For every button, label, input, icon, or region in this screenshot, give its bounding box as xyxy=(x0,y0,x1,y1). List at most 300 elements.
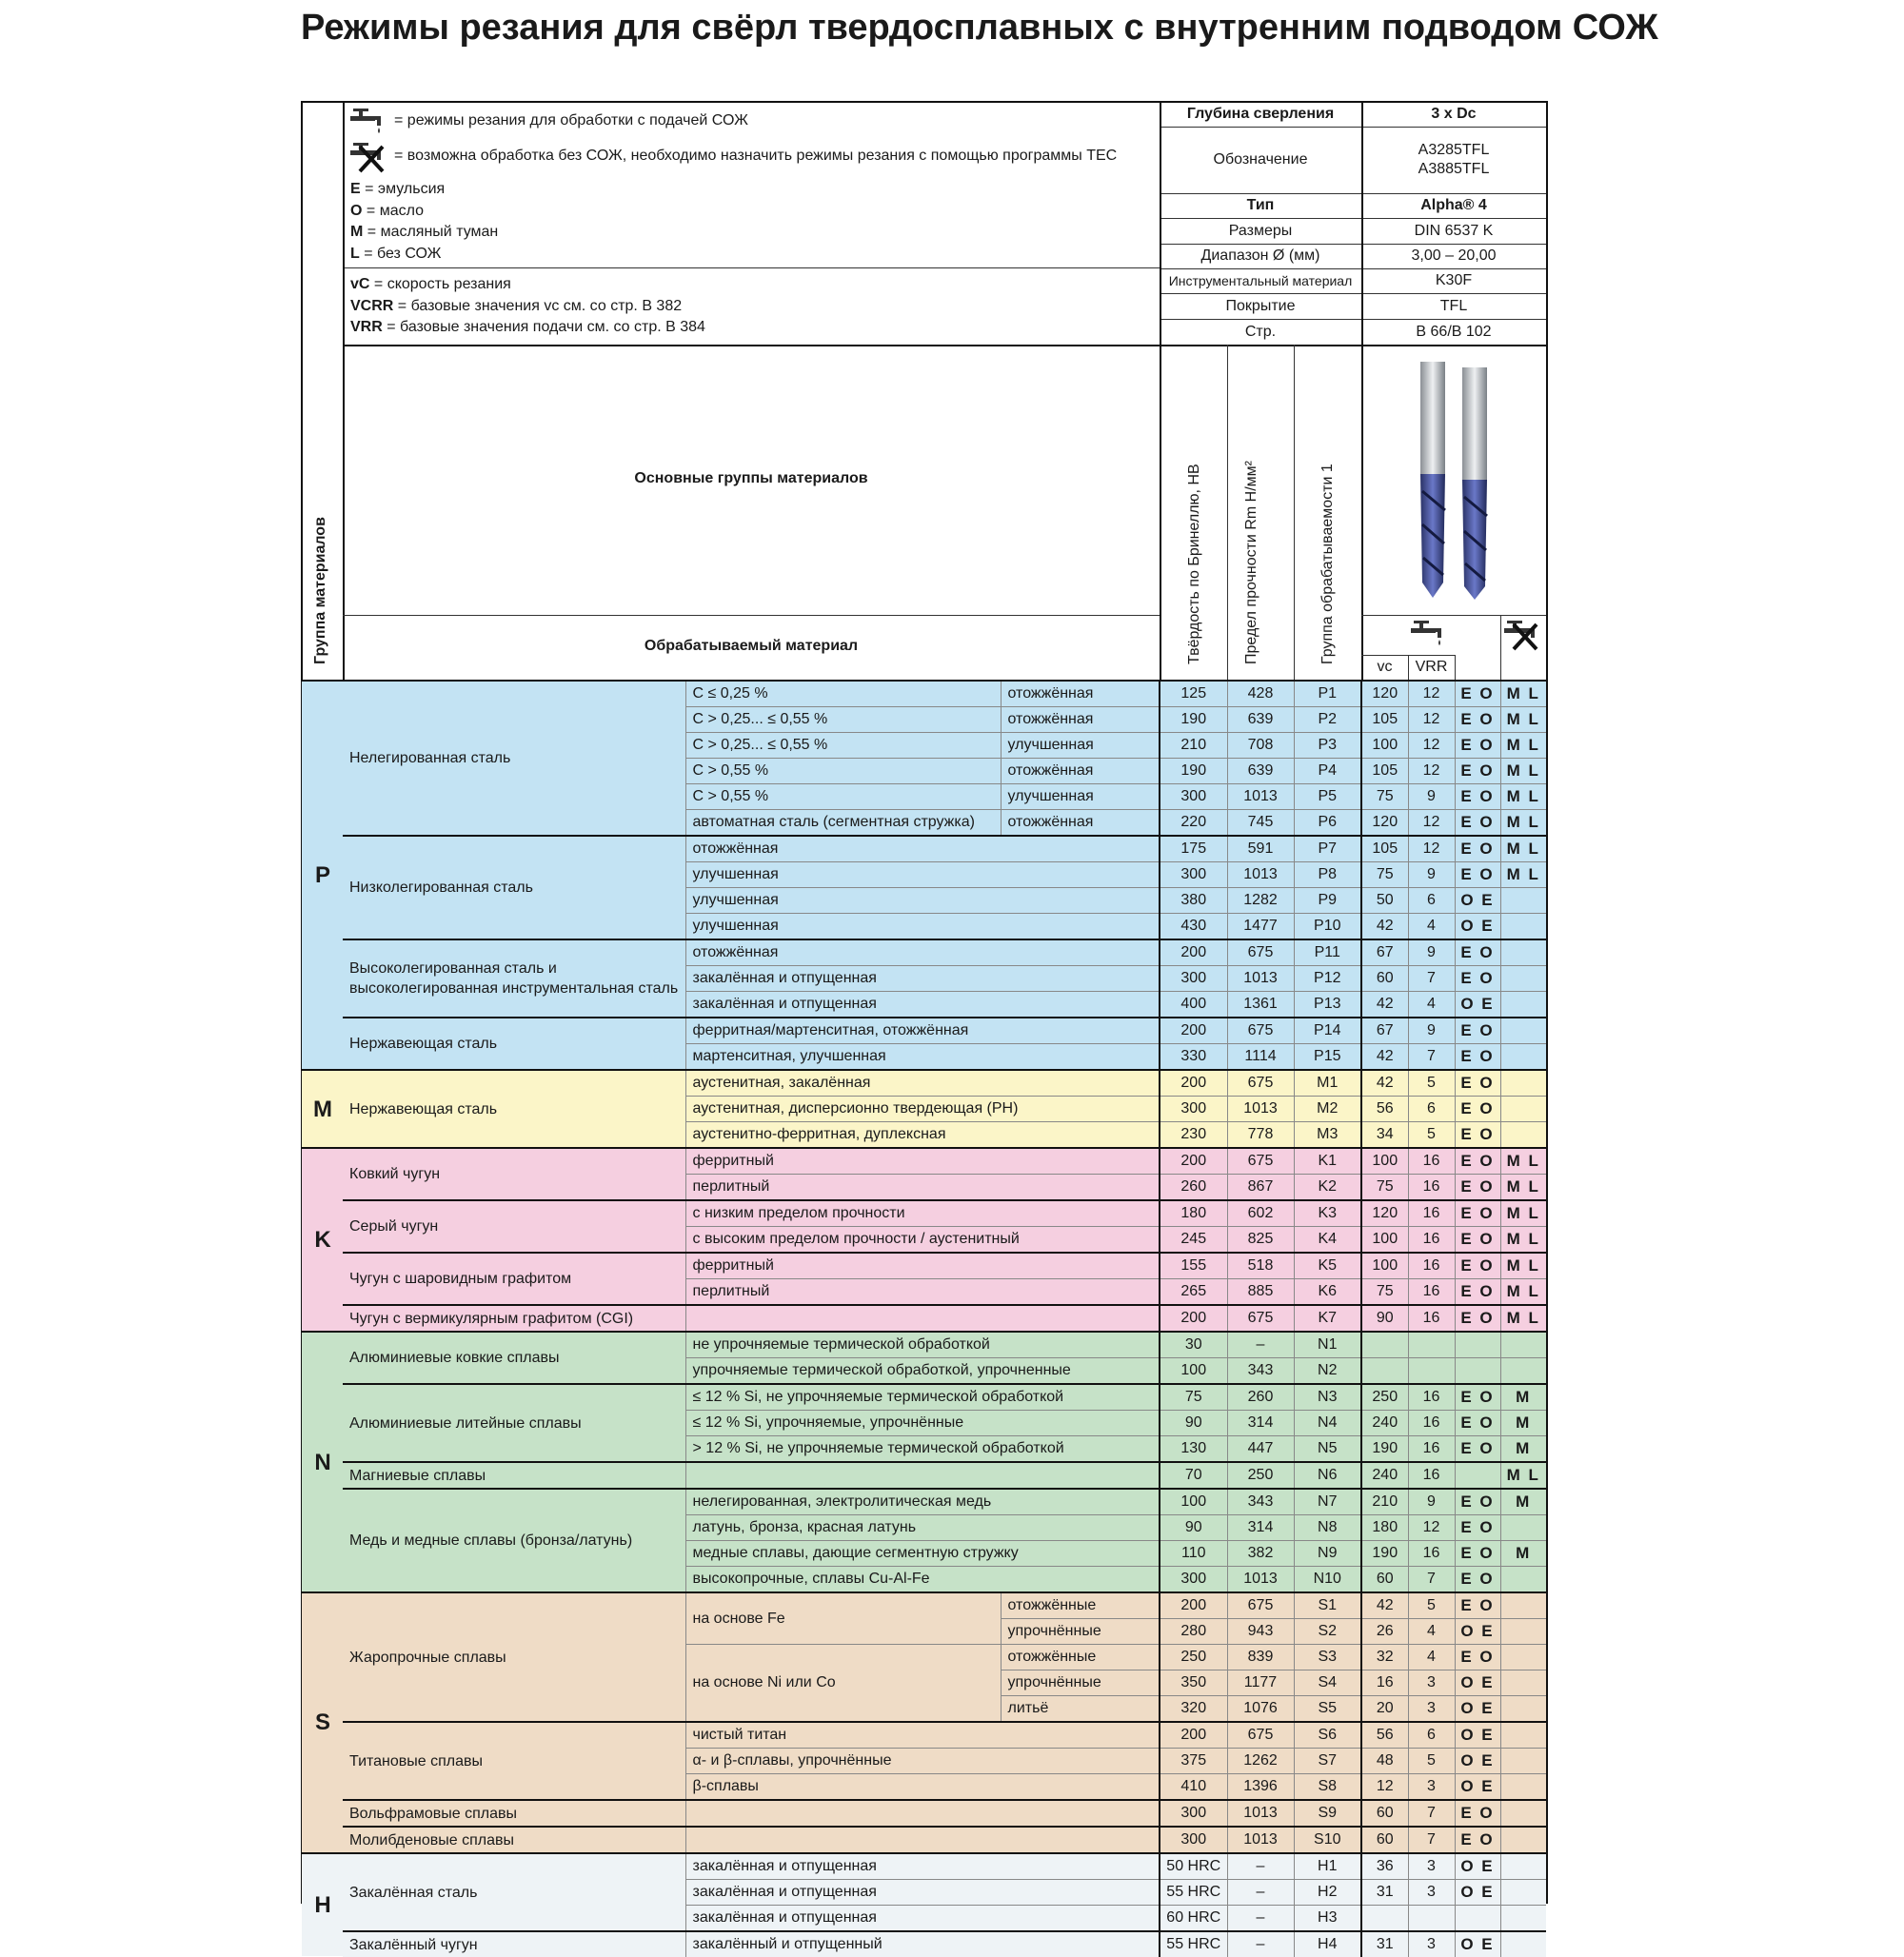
cell-grp: S8 xyxy=(1294,1774,1361,1801)
cell-eo: O E xyxy=(1455,1670,1500,1696)
cell-vc: 60 xyxy=(1361,966,1408,992)
cell-vrr: 3 xyxy=(1408,1880,1455,1906)
cell-vc: 100 xyxy=(1361,1253,1408,1279)
cell-vrr: 16 xyxy=(1408,1436,1455,1463)
cell-eo: E O xyxy=(1455,1827,1500,1853)
cell-sub: ферритный xyxy=(685,1148,1160,1175)
cell-vrr: 16 xyxy=(1408,1200,1455,1227)
cell-hb: 330 xyxy=(1160,1044,1227,1071)
cell-rm: 943 xyxy=(1227,1619,1294,1645)
cell-vrr: 4 xyxy=(1408,1645,1455,1670)
legend-vc-line: vC = скорость резания xyxy=(350,276,511,292)
table-row xyxy=(343,1592,1546,1619)
group-letter: H xyxy=(314,1891,331,1918)
cell-ml: M L xyxy=(1500,1200,1546,1227)
cell-eo: O E xyxy=(1455,914,1500,940)
cell-vc: 180 xyxy=(1361,1515,1408,1541)
legend-codes xyxy=(350,179,498,265)
group-letter: S xyxy=(314,1710,330,1735)
cell-rm: 639 xyxy=(1227,707,1294,733)
cell-eo: E O xyxy=(1455,1253,1500,1279)
cell-grp: N5 xyxy=(1294,1436,1361,1463)
cell-vrr: 16 xyxy=(1408,1253,1455,1279)
cell-vrr: 9 xyxy=(1408,784,1455,810)
cell-rm: 675 xyxy=(1227,1722,1294,1749)
cell-vc: 42 xyxy=(1361,1044,1408,1071)
cell-state: упрочнённые xyxy=(1001,1670,1160,1696)
cell-ml xyxy=(1500,1122,1546,1149)
cell-eo: O E xyxy=(1455,1774,1500,1801)
cell-vrr: 9 xyxy=(1408,939,1455,966)
cell-ml xyxy=(1500,1827,1546,1853)
cell-hb: 50 HRC xyxy=(1160,1853,1227,1880)
cell-eo: O E xyxy=(1455,1696,1500,1723)
cell-state: упрочнённые xyxy=(1001,1619,1160,1645)
cell-grp: S4 xyxy=(1294,1670,1361,1696)
cell-vrr: 9 xyxy=(1408,1018,1455,1044)
cell-grp: N7 xyxy=(1294,1489,1361,1515)
table-row xyxy=(343,1018,1546,1044)
cell-rm: 639 xyxy=(1227,759,1294,784)
cell-eo: E O xyxy=(1455,681,1500,707)
cell-sub: перлитный xyxy=(685,1279,1160,1306)
cell-vc: 100 xyxy=(1361,1227,1408,1254)
cell-hb: 100 xyxy=(1160,1358,1227,1385)
cell-sub: C > 0,55 % xyxy=(685,759,1001,784)
cell-rm: 778 xyxy=(1227,1122,1294,1149)
cell-vc: 67 xyxy=(1361,939,1408,966)
cell-eo: E O xyxy=(1455,1175,1500,1201)
cell-vrr: 7 xyxy=(1408,1827,1455,1853)
cell-ml: M L xyxy=(1500,1227,1546,1254)
cell-ml: M L xyxy=(1500,1148,1546,1175)
cell-hb: 55 HRC xyxy=(1160,1880,1227,1906)
cell-grp: P14 xyxy=(1294,1018,1361,1044)
cell-vrr: 5 xyxy=(1408,1122,1455,1149)
cell-eo: O E xyxy=(1455,992,1500,1018)
cell-rm: 825 xyxy=(1227,1227,1294,1254)
cell-eo: E O xyxy=(1455,1044,1500,1071)
cell-rm: 675 xyxy=(1227,1148,1294,1175)
cell-vrr: 6 xyxy=(1408,888,1455,914)
cell-vrr: 9 xyxy=(1408,1489,1455,1515)
cell-sub: на основе Ni или Co xyxy=(685,1645,1001,1723)
cell-sub: закалённый и отпущенный xyxy=(685,1931,1160,1957)
cell-main: Чугун с вермикулярным графитом (CGI) xyxy=(343,1305,685,1332)
cell-ml: M xyxy=(1500,1411,1546,1436)
cell-vc xyxy=(1361,1906,1408,1932)
legend-vcrr-line: VCRR = базовые значения vc см. со стр. B 382 xyxy=(350,297,683,314)
cell-sub: закалённая и отпущенная xyxy=(685,1853,1160,1880)
cell-vrr: 16 xyxy=(1408,1541,1455,1567)
cell-ml xyxy=(1500,1645,1546,1670)
cell-eo: E O xyxy=(1455,862,1500,888)
cell-ml xyxy=(1500,1670,1546,1696)
cell-sub xyxy=(685,1827,1160,1853)
cell-ml xyxy=(1500,1906,1546,1932)
cell-sub: автоматная сталь (сегментная стружка) xyxy=(685,810,1001,837)
cell-sub xyxy=(685,1800,1160,1827)
cell-grp: H2 xyxy=(1294,1880,1361,1906)
cell-main: Нелегированная сталь xyxy=(343,681,685,836)
cell-eo xyxy=(1455,1332,1500,1358)
cell-main: Медь и медные сплавы (бронза/латунь) xyxy=(343,1489,685,1592)
cell-sub: упрочняемые термической обработкой, упрочненные xyxy=(685,1358,1160,1385)
group-letter: K xyxy=(314,1226,331,1253)
cell-ml xyxy=(1500,992,1546,1018)
cell-vc: 42 xyxy=(1361,1592,1408,1619)
cell-vc: 42 xyxy=(1361,914,1408,940)
group-band-k xyxy=(302,1147,343,1331)
cell-hb: 430 xyxy=(1160,914,1227,940)
cell-vrr: 16 xyxy=(1408,1411,1455,1436)
cell-grp: S9 xyxy=(1294,1800,1361,1827)
spec-value: K30F xyxy=(1435,272,1473,288)
legend-vrr-line: VRR = базовые значения подачи см. со стр. B 384 xyxy=(350,319,705,335)
cell-hb: 155 xyxy=(1160,1253,1227,1279)
cell-state: отожжённые xyxy=(1001,1592,1160,1619)
cell-grp: N6 xyxy=(1294,1462,1361,1489)
cell-ml xyxy=(1500,1567,1546,1593)
cell-rm: 447 xyxy=(1227,1436,1294,1463)
cell-vrr: 16 xyxy=(1408,1227,1455,1254)
cell-hb: 410 xyxy=(1160,1774,1227,1801)
table-row xyxy=(343,1384,1546,1411)
spec-label: Покрытие xyxy=(1225,298,1296,314)
cell-eo: O E xyxy=(1455,1619,1500,1645)
cell-vc: 32 xyxy=(1361,1645,1408,1670)
cell-hb: 380 xyxy=(1160,888,1227,914)
cell-ml: M L xyxy=(1500,784,1546,810)
cell-vc: 190 xyxy=(1361,1541,1408,1567)
cell-rm: 1076 xyxy=(1227,1696,1294,1723)
cell-vc: 90 xyxy=(1361,1305,1408,1332)
cell-grp: K1 xyxy=(1294,1148,1361,1175)
cell-ml: M xyxy=(1500,1489,1546,1515)
cell-vc: 60 xyxy=(1361,1567,1408,1593)
cell-hb: 200 xyxy=(1160,1148,1227,1175)
cell-vc: 105 xyxy=(1361,707,1408,733)
cell-sub: чистый титан xyxy=(685,1722,1160,1749)
cell-main: Молибденовые сплавы xyxy=(343,1827,685,1853)
cell-sub: C > 0,25... ≤ 0,55 % xyxy=(685,733,1001,759)
cell-vc: 34 xyxy=(1361,1122,1408,1149)
cell-rm: 343 xyxy=(1227,1489,1294,1515)
cell-vrr xyxy=(1408,1906,1455,1932)
cell-rm: – xyxy=(1227,1931,1294,1957)
table-row xyxy=(343,1305,1546,1332)
cell-grp: H4 xyxy=(1294,1931,1361,1957)
group-letter: N xyxy=(314,1449,331,1475)
cell-vrr: 16 xyxy=(1408,1462,1455,1489)
cell-vrr: 3 xyxy=(1408,1853,1455,1880)
cell-grp: P6 xyxy=(1294,810,1361,837)
cell-vc: 105 xyxy=(1361,836,1408,862)
cell-rm: 839 xyxy=(1227,1645,1294,1670)
cell-grp: P12 xyxy=(1294,966,1361,992)
cell-ml: M L xyxy=(1500,1253,1546,1279)
cell-main: Высоколегированная сталь и высоколегированная инструментальная сталь xyxy=(343,939,685,1018)
cell-vrr: 9 xyxy=(1408,862,1455,888)
cell-eo: O E xyxy=(1455,1722,1500,1749)
table-row xyxy=(343,1462,1546,1489)
cell-sub: α- и β-сплавы, упрочнённые xyxy=(685,1749,1160,1774)
cell-ml: M L xyxy=(1500,707,1546,733)
cell-ml: M L xyxy=(1500,862,1546,888)
cell-grp: K4 xyxy=(1294,1227,1361,1254)
cell-rm: 260 xyxy=(1227,1384,1294,1411)
cell-main: Чугун с шаровидным графитом xyxy=(343,1253,685,1305)
table-row xyxy=(343,836,1546,862)
cell-vc: 56 xyxy=(1361,1097,1408,1122)
cell-grp: P3 xyxy=(1294,733,1361,759)
cell-sub: > 12 % Si, не упрочняемые термической обработкой xyxy=(685,1436,1160,1463)
cell-sub: ≤ 12 % Si, упрочняемые, упрочнённые xyxy=(685,1411,1160,1436)
table-row xyxy=(343,1800,1546,1827)
cell-eo: E O xyxy=(1455,1070,1500,1097)
cell-sub: медные сплавы, дающие сегментную стружку xyxy=(685,1541,1160,1567)
cell-grp: S1 xyxy=(1294,1592,1361,1619)
cell-eo: E O xyxy=(1455,1305,1500,1332)
cell-grp: H1 xyxy=(1294,1853,1361,1880)
cell-hb: 125 xyxy=(1160,681,1227,707)
cell-vrr: 12 xyxy=(1408,759,1455,784)
cell-hb: 260 xyxy=(1160,1175,1227,1201)
cell-vc: 16 xyxy=(1361,1670,1408,1696)
cell-ml: M L xyxy=(1500,1175,1546,1201)
cell-sub: перлитный xyxy=(685,1175,1160,1201)
cell-ml: M xyxy=(1500,1541,1546,1567)
cell-rm: 1477 xyxy=(1227,914,1294,940)
cell-vrr: 3 xyxy=(1408,1774,1455,1801)
cell-grp: S6 xyxy=(1294,1722,1361,1749)
cell-rm: 675 xyxy=(1227,1070,1294,1097)
cell-vc: 20 xyxy=(1361,1696,1408,1723)
cell-eo: E O xyxy=(1455,733,1500,759)
no-coolant-icon xyxy=(348,141,390,173)
cell-sub: на основе Fe xyxy=(685,1592,1001,1645)
cell-eo: O E xyxy=(1455,1853,1500,1880)
cell-sub: ферритный xyxy=(685,1253,1160,1279)
cell-sub: улучшенная xyxy=(685,862,1160,888)
cell-vc: 31 xyxy=(1361,1880,1408,1906)
material-header: Обрабатываемый материал xyxy=(644,638,859,654)
cell-rm: 1177 xyxy=(1227,1670,1294,1696)
no-coolant-column-icon xyxy=(1502,619,1544,651)
cell-rm: 745 xyxy=(1227,810,1294,837)
cell-hb: 375 xyxy=(1160,1749,1227,1774)
cell-eo: E O xyxy=(1455,1097,1500,1122)
cell-vrr: 12 xyxy=(1408,733,1455,759)
cell-rm: 602 xyxy=(1227,1200,1294,1227)
table-row xyxy=(343,1148,1546,1175)
cell-vrr: 12 xyxy=(1408,1515,1455,1541)
cell-eo: E O xyxy=(1455,836,1500,862)
group-band-h xyxy=(302,1852,343,1956)
cell-sub: улучшенная xyxy=(685,888,1160,914)
cell-rm: 1013 xyxy=(1227,966,1294,992)
cell-ml: M L xyxy=(1500,810,1546,837)
cell-main: Нержавеющая сталь xyxy=(343,1070,685,1148)
cell-ml: M L xyxy=(1500,759,1546,784)
cell-sub: закалённая и отпущенная xyxy=(685,966,1160,992)
cell-hb: 250 xyxy=(1160,1645,1227,1670)
cell-ml: M xyxy=(1500,1436,1546,1463)
page-title: Режимы резания для свёрл твердосплавных с внутренним подводом СОЖ xyxy=(301,8,1658,48)
vc-header: vc xyxy=(1377,659,1393,675)
cell-main: Серый чугун xyxy=(343,1200,685,1253)
cell-eo: E O xyxy=(1455,1227,1500,1254)
cell-vc: 50 xyxy=(1361,888,1408,914)
cell-eo: E O xyxy=(1455,1541,1500,1567)
cell-rm: 885 xyxy=(1227,1279,1294,1306)
cell-vrr: 3 xyxy=(1408,1696,1455,1723)
cell-vc: 190 xyxy=(1361,1436,1408,1463)
cell-ml xyxy=(1500,1722,1546,1749)
cell-sub: нелегированная, электролитическая медь xyxy=(685,1489,1160,1515)
cell-grp: M2 xyxy=(1294,1097,1361,1122)
cell-main: Ковкий чугун xyxy=(343,1148,685,1200)
cell-vc: 100 xyxy=(1361,733,1408,759)
cell-eo: O E xyxy=(1455,888,1500,914)
cell-sub: аустенитно-ферритная, дуплексная xyxy=(685,1122,1160,1149)
cell-eo: E O xyxy=(1455,1645,1500,1670)
cell-hb: 90 xyxy=(1160,1515,1227,1541)
cell-eo: E O xyxy=(1455,784,1500,810)
cell-grp: P10 xyxy=(1294,914,1361,940)
cell-ml: M L xyxy=(1500,681,1546,707)
cell-grp: N4 xyxy=(1294,1411,1361,1436)
cell-grp: H3 xyxy=(1294,1906,1361,1932)
cell-sub xyxy=(685,1462,1160,1489)
coolant-column-icon xyxy=(1409,619,1451,651)
cell-state: улучшенная xyxy=(1001,784,1160,810)
cell-vc: 105 xyxy=(1361,759,1408,784)
table-row xyxy=(343,681,1546,707)
cell-vc: 31 xyxy=(1361,1931,1408,1957)
cell-eo xyxy=(1455,1358,1500,1385)
cell-eo: E O xyxy=(1455,1200,1500,1227)
cell-rm: 1262 xyxy=(1227,1749,1294,1774)
cell-vc: 75 xyxy=(1361,784,1408,810)
cell-vc: 75 xyxy=(1361,862,1408,888)
cell-grp: K3 xyxy=(1294,1200,1361,1227)
cell-vc: 60 xyxy=(1361,1800,1408,1827)
cell-hb: 200 xyxy=(1160,1592,1227,1619)
cell-rm: 1396 xyxy=(1227,1774,1294,1801)
cell-grp: N10 xyxy=(1294,1567,1361,1593)
cell-eo: E O xyxy=(1455,1567,1500,1593)
cell-vc: 100 xyxy=(1361,1148,1408,1175)
cell-vc: 56 xyxy=(1361,1722,1408,1749)
cell-grp: P2 xyxy=(1294,707,1361,733)
cell-hb: 130 xyxy=(1160,1436,1227,1463)
cell-grp: M3 xyxy=(1294,1122,1361,1149)
cell-state: отожжённая xyxy=(1001,810,1160,837)
cell-vc: 75 xyxy=(1361,1279,1408,1306)
cell-vc xyxy=(1361,1358,1408,1385)
cell-ml xyxy=(1500,1696,1546,1723)
cell-sub: закалённая и отпущенная xyxy=(685,1880,1160,1906)
cell-vrr: 7 xyxy=(1408,966,1455,992)
cell-main: Закалённый чугун xyxy=(343,1931,685,1957)
cell-state: отожжённая xyxy=(1001,707,1160,733)
cell-vc: 75 xyxy=(1361,1175,1408,1201)
cell-hb: 320 xyxy=(1160,1696,1227,1723)
cell-ml xyxy=(1500,1070,1546,1097)
cell-ml xyxy=(1500,1044,1546,1071)
cell-rm: 1282 xyxy=(1227,888,1294,914)
cell-vrr: 5 xyxy=(1408,1070,1455,1097)
cell-vrr: 6 xyxy=(1408,1722,1455,1749)
cell-rm: – xyxy=(1227,1880,1294,1906)
spec-label: Диапазон Ø (мм) xyxy=(1200,247,1320,264)
cell-ml xyxy=(1500,1097,1546,1122)
legend-code-o: O = масло xyxy=(350,202,425,219)
cell-rm: 314 xyxy=(1227,1411,1294,1436)
cell-grp: N2 xyxy=(1294,1358,1361,1385)
cell-ml: M L xyxy=(1500,1279,1546,1306)
cell-hb: 175 xyxy=(1160,836,1227,862)
cell-grp: K5 xyxy=(1294,1253,1361,1279)
cell-rm: 675 xyxy=(1227,1592,1294,1619)
table-row xyxy=(343,1489,1546,1515)
cell-state: литьё xyxy=(1001,1696,1160,1723)
cell-rm: 591 xyxy=(1227,836,1294,862)
cell-hb: 200 xyxy=(1160,1305,1227,1332)
cell-eo: E O xyxy=(1455,1122,1500,1149)
cell-main: Магниевые сплавы xyxy=(343,1462,685,1489)
cell-state: улучшенная xyxy=(1001,733,1160,759)
group-band-m xyxy=(302,1069,343,1148)
spec-label: Тип xyxy=(1246,197,1275,213)
cell-hb: 400 xyxy=(1160,992,1227,1018)
cell-main: Титановые сплавы xyxy=(343,1722,685,1800)
cell-vrr: 4 xyxy=(1408,1619,1455,1645)
cell-rm: 675 xyxy=(1227,1305,1294,1332)
cell-rm: – xyxy=(1227,1906,1294,1932)
cell-state: отожжённая xyxy=(1001,681,1160,707)
cell-eo: O E xyxy=(1455,1749,1500,1774)
cell-vrr: 16 xyxy=(1408,1305,1455,1332)
cell-rm: 1013 xyxy=(1227,1097,1294,1122)
cell-eo: E O xyxy=(1455,966,1500,992)
cell-hb: 100 xyxy=(1160,1489,1227,1515)
cell-hb: 230 xyxy=(1160,1122,1227,1149)
cell-hb: 75 xyxy=(1160,1384,1227,1411)
cell-sub: C > 0,55 % xyxy=(685,784,1001,810)
cell-eo: E O xyxy=(1455,1436,1500,1463)
cell-rm: 1013 xyxy=(1227,1800,1294,1827)
cell-hb: 265 xyxy=(1160,1279,1227,1306)
legend-code-l: L = без СОЖ xyxy=(350,245,442,262)
cell-grp: K6 xyxy=(1294,1279,1361,1306)
cell-rm: 250 xyxy=(1227,1462,1294,1489)
cell-hb: 300 xyxy=(1160,1097,1227,1122)
spec-value: B 66/B 102 xyxy=(1416,323,1492,340)
cell-hb: 70 xyxy=(1160,1462,1227,1489)
cell-sub: улучшенная xyxy=(685,914,1160,940)
cell-vc xyxy=(1361,1332,1408,1358)
cell-sub: закалённая и отпущенная xyxy=(685,992,1160,1018)
cell-hb: 90 xyxy=(1160,1411,1227,1436)
cell-state: отожжённые xyxy=(1001,1645,1160,1670)
cell-hb: 190 xyxy=(1160,707,1227,733)
group-band-s xyxy=(302,1591,343,1852)
cell-rm: 314 xyxy=(1227,1515,1294,1541)
cell-ml xyxy=(1500,1592,1546,1619)
cell-vc: 48 xyxy=(1361,1749,1408,1774)
